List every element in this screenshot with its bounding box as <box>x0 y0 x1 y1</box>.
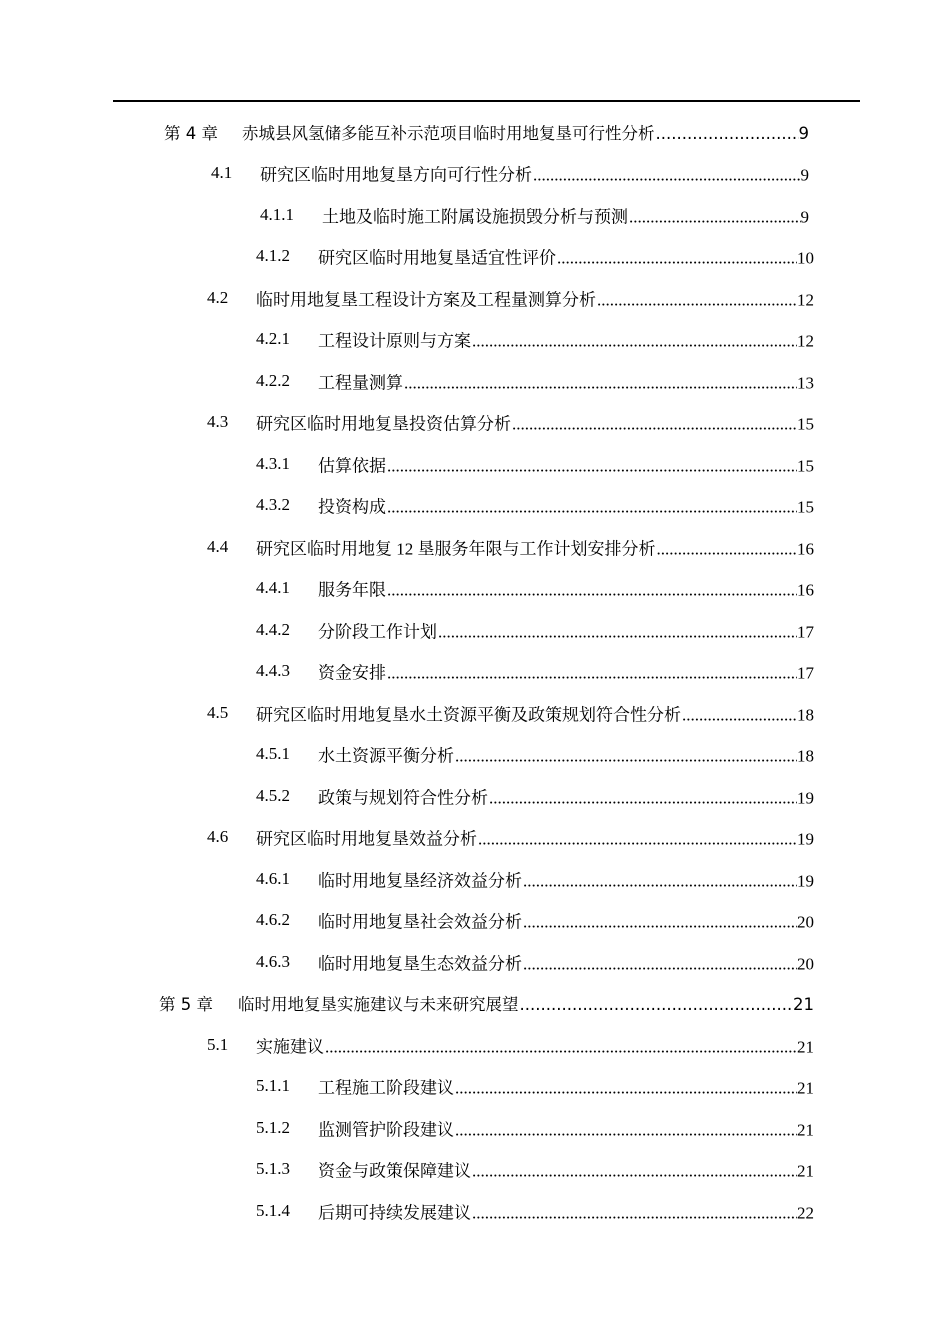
toc-entry-page: 19 <box>797 871 814 891</box>
toc-dot-leader <box>523 954 797 974</box>
toc-entry-4-3-1[interactable] <box>0 443 950 485</box>
toc-dot-leader <box>657 539 798 559</box>
toc-entry-chapter-4[interactable] <box>0 111 950 153</box>
toc-entry-page: 12 <box>797 331 814 351</box>
toc-entry-page: 15 <box>797 497 814 517</box>
toc-entry-page: 9 <box>800 165 809 185</box>
toc-entry-4-2[interactable] <box>0 277 950 319</box>
toc-entry-4-1-1[interactable] <box>0 194 950 236</box>
toc-entry-number: 4.1.1 <box>260 204 294 224</box>
toc-entry-number: 4.6 <box>207 827 229 847</box>
toc-entry-line <box>318 1157 814 1182</box>
toc-entry-page: 21 <box>797 1037 814 1057</box>
toc-entry-4-6-1[interactable] <box>0 858 950 900</box>
toc-entry-number: 4.2.1 <box>256 329 290 349</box>
toc-entry-page: 10 <box>797 248 814 268</box>
toc-entry-page: 16 <box>797 539 814 559</box>
toc-dot-leader <box>520 995 794 1014</box>
toc-entry-number: 4.5.2 <box>256 785 290 805</box>
toc-entry-number: 4.1.2 <box>256 246 290 266</box>
toc-entry-number: 4.2 <box>207 287 229 307</box>
toc-entry-page: 17 <box>797 622 814 642</box>
toc-entry-line <box>242 120 809 144</box>
toc-entry-4-3[interactable] <box>0 402 950 444</box>
toc-dot-leader <box>656 124 799 143</box>
toc-entry-4-2-1[interactable] <box>0 319 950 361</box>
toc-entry-line <box>256 700 814 725</box>
toc-entry-line <box>318 949 814 974</box>
toc-dot-leader <box>387 456 797 476</box>
toc-entry-title: 研究区临时用地复 12 垦服务年限与工作计划安排分析 <box>256 539 656 559</box>
toc-entry-line <box>318 451 814 476</box>
toc-entry-number: 5.1.2 <box>256 1117 290 1137</box>
toc-dot-leader <box>597 290 797 310</box>
toc-entry-number: 5.1.3 <box>256 1159 290 1179</box>
toc-entry-line <box>322 202 809 227</box>
toc-entry-title: 赤城县风氢储多能互补示范项目临时用地复垦可行性分析 <box>242 123 655 143</box>
toc-dot-leader <box>523 913 797 933</box>
toc-entry-title: 研究区临时用地复垦投资估算分析 <box>256 414 511 434</box>
toc-entry-number: 4.5.1 <box>256 744 290 764</box>
toc-entry-line <box>256 1032 814 1057</box>
toc-dot-leader <box>404 373 797 393</box>
toc-entry-page: 21 <box>797 1161 814 1181</box>
toc-entry-line <box>318 1115 814 1140</box>
toc-entry-line <box>238 991 814 1015</box>
toc-entry-title: 研究区临时用地复垦适宜性评价 <box>318 248 556 268</box>
toc-entry-page: 22 <box>797 1203 814 1223</box>
toc-dot-leader <box>478 830 797 850</box>
toc-entry-4-2-2[interactable] <box>0 360 950 402</box>
toc-entry-4-3-2[interactable] <box>0 485 950 527</box>
toc-dot-leader <box>533 166 801 186</box>
toc-entry-page: 18 <box>797 705 814 725</box>
toc-dot-leader <box>557 249 797 269</box>
toc-entry-line <box>318 659 814 684</box>
toc-entry-page: 12 <box>797 290 814 310</box>
toc-entry-number: 4.2.2 <box>256 370 290 390</box>
toc-entry-title: 临时用地复垦实施建议与未来研究展望 <box>238 995 519 1015</box>
toc-entry-line <box>318 1198 814 1223</box>
toc-entry-page: 21 <box>797 1078 814 1098</box>
toc-entry-4-5-1[interactable] <box>0 734 950 776</box>
toc-entry-title: 资金与政策保障建议 <box>318 1161 471 1181</box>
toc-entry-line <box>256 285 814 310</box>
toc-entry-number: 5.1.4 <box>256 1200 290 1220</box>
toc-entry-number: 4.4.3 <box>256 661 290 681</box>
toc-entry-title: 投资构成 <box>318 497 386 517</box>
toc-dot-leader <box>629 207 801 227</box>
toc-entry-line <box>318 1074 814 1099</box>
toc-entry-line <box>318 908 814 933</box>
toc-entry-title: 工程设计原则与方案 <box>318 331 471 351</box>
toc-dot-leader <box>489 788 797 808</box>
toc-dot-leader <box>438 622 797 642</box>
toc-entry-page: 19 <box>797 829 814 849</box>
toc-entry-number: 5.1.1 <box>256 1076 290 1096</box>
toc-entry-page: 15 <box>797 456 814 476</box>
toc-entry-line <box>256 534 814 559</box>
toc-dot-leader <box>455 1079 797 1099</box>
toc-entry-page: 20 <box>797 954 814 974</box>
toc-dot-leader <box>387 664 797 684</box>
toc-entry-4-6-2[interactable] <box>0 900 950 942</box>
toc-entry-page: 19 <box>797 788 814 808</box>
toc-entry-title: 研究区临时用地复垦水土资源平衡及政策规划符合性分析 <box>256 705 681 725</box>
toc-entry-title: 临时用地复垦生态效益分析 <box>318 954 522 974</box>
toc-entry-line <box>256 825 814 850</box>
header-rule <box>113 100 860 102</box>
toc-entry-line <box>318 327 814 352</box>
toc-entry-line <box>318 368 814 393</box>
toc-dot-leader <box>472 1162 797 1182</box>
toc-entry-page: 13 <box>797 373 814 393</box>
toc-entry-number: 第 4 章 <box>164 123 218 143</box>
toc-entry-line <box>318 783 814 808</box>
toc-entry-line <box>260 161 809 186</box>
toc-entry-4-6[interactable] <box>0 817 950 859</box>
toc-entry-title: 研究区临时用地复垦效益分析 <box>256 829 477 849</box>
toc-dot-leader <box>472 332 797 352</box>
toc-dot-leader <box>523 871 797 891</box>
toc-entry-number: 第 5 章 <box>159 995 213 1015</box>
toc-entry-title: 监测管护阶段建议 <box>318 1120 454 1140</box>
toc-entry-number: 4.4 <box>207 536 229 556</box>
toc-entry-line <box>318 576 814 601</box>
toc-entry-number: 4.3 <box>207 412 229 432</box>
toc-entry-title: 工程施工阶段建议 <box>318 1078 454 1098</box>
toc-entry-5-1-4[interactable] <box>0 1190 950 1232</box>
toc-dot-leader <box>682 705 797 725</box>
toc-entry-title: 临时用地复垦工程设计方案及工程量测算分析 <box>256 290 596 310</box>
toc-entry-line <box>256 410 814 435</box>
toc-entry-line <box>318 866 814 891</box>
toc-entry-5-1-2[interactable] <box>0 1107 950 1149</box>
toc-entry-line <box>318 493 814 518</box>
toc-entry-4-5[interactable] <box>0 692 950 734</box>
toc-entry-page: 15 <box>797 414 814 434</box>
toc-dot-leader <box>387 498 797 518</box>
toc-entry-page: 9 <box>798 123 809 143</box>
toc-entry-5-1-3[interactable] <box>0 1149 950 1191</box>
toc-entry-5-1-1[interactable] <box>0 1066 950 1108</box>
toc-dot-leader <box>455 1120 797 1140</box>
toc-entry-title: 分阶段工作计划 <box>318 622 437 642</box>
table-of-contents <box>0 111 950 1232</box>
toc-entry-title: 水土资源平衡分析 <box>318 746 454 766</box>
toc-dot-leader <box>325 1037 797 1057</box>
toc-entry-title: 工程量测算 <box>318 373 403 393</box>
toc-dot-leader <box>472 1203 797 1223</box>
toc-entry-title: 资金安排 <box>318 663 386 683</box>
toc-entry-number: 4.3.2 <box>256 495 290 515</box>
toc-entry-number: 4.6.1 <box>256 868 290 888</box>
toc-entry-title: 临时用地复垦经济效益分析 <box>318 871 522 891</box>
toc-entry-title: 临时用地复垦社会效益分析 <box>318 912 522 932</box>
toc-entry-number: 4.4.2 <box>256 619 290 639</box>
toc-entry-4-4-1[interactable] <box>0 568 950 610</box>
toc-entry-page: 16 <box>797 580 814 600</box>
toc-entry-title: 估算依据 <box>318 456 386 476</box>
toc-entry-4-6-3[interactable] <box>0 941 950 983</box>
toc-entry-line <box>318 742 814 767</box>
toc-entry-number: 5.1 <box>207 1034 229 1054</box>
toc-entry-page: 21 <box>797 1120 814 1140</box>
toc-entry-page: 21 <box>793 995 814 1015</box>
toc-entry-number: 4.6.2 <box>256 910 290 930</box>
toc-entry-number: 4.6.3 <box>256 951 290 971</box>
toc-entry-page: 9 <box>800 207 809 227</box>
toc-entry-page: 18 <box>797 746 814 766</box>
toc-entry-page: 20 <box>797 912 814 932</box>
toc-entry-number: 4.5 <box>207 702 229 722</box>
toc-entry-title: 研究区临时用地复垦方向可行性分析 <box>260 165 532 185</box>
toc-entry-title: 后期可持续发展建议 <box>318 1203 471 1223</box>
toc-entry-title: 实施建议 <box>256 1037 324 1057</box>
toc-entry-title: 政策与规划符合性分析 <box>318 788 488 808</box>
toc-entry-number: 4.4.1 <box>256 578 290 598</box>
toc-entry-5-1[interactable] <box>0 1024 950 1066</box>
toc-entry-4-4[interactable] <box>0 526 950 568</box>
toc-entry-4-1-2[interactable] <box>0 236 950 278</box>
toc-dot-leader <box>512 415 797 435</box>
toc-entry-page: 17 <box>797 663 814 683</box>
toc-entry-line <box>318 244 814 269</box>
toc-entry-4-5-2[interactable] <box>0 775 950 817</box>
toc-dot-leader <box>455 747 797 767</box>
toc-entry-title: 服务年限 <box>318 580 386 600</box>
toc-entry-4-4-3[interactable] <box>0 651 950 693</box>
toc-entry-4-4-2[interactable] <box>0 609 950 651</box>
toc-entry-title: 土地及临时施工附属设施损毁分析与预测 <box>322 207 628 227</box>
toc-entry-4-1[interactable] <box>0 153 950 195</box>
toc-entry-number: 4.3.1 <box>256 453 290 473</box>
toc-dot-leader <box>387 581 797 601</box>
toc-entry-chapter-5[interactable] <box>0 983 950 1025</box>
toc-entry-line <box>318 617 814 642</box>
toc-entry-number: 4.1 <box>211 163 233 183</box>
